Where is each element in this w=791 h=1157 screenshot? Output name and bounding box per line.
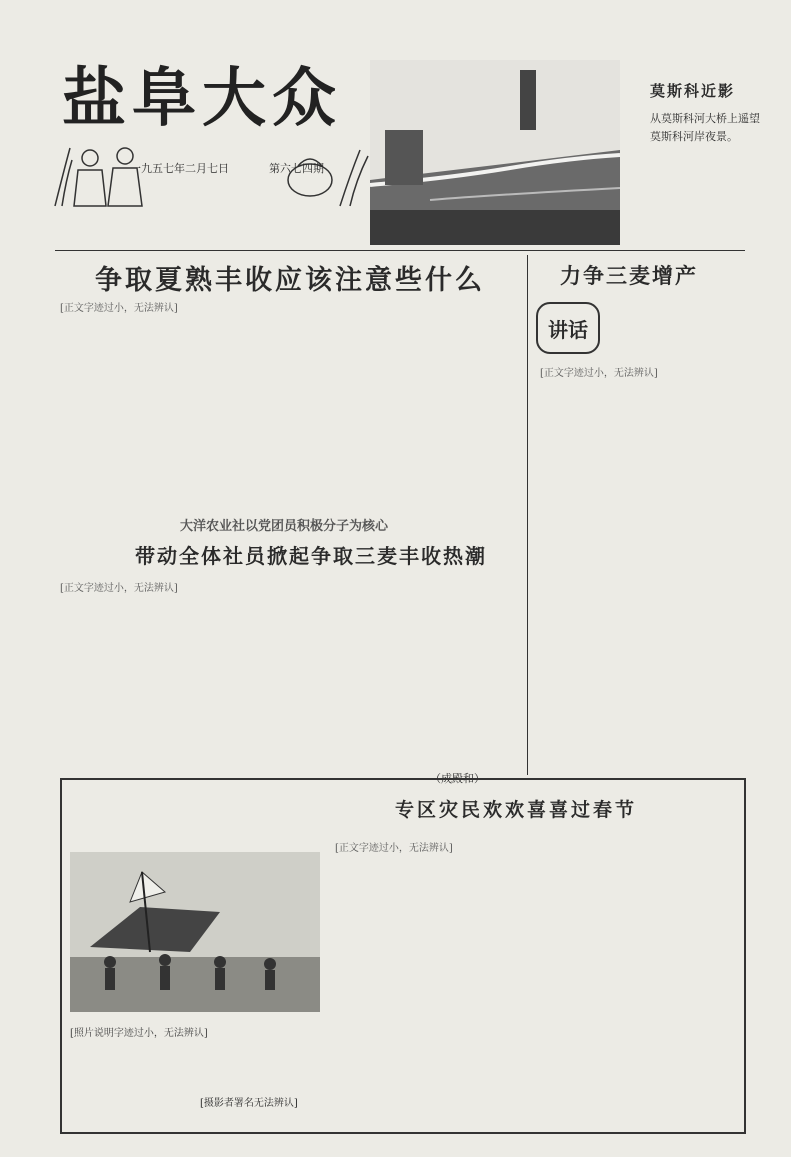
top-divider [55,250,745,251]
issue-date: 一九五七年二月七日 [130,162,229,175]
boxed-article-column-1 [335,840,525,1120]
photo-title: 莫斯科近影 [650,82,736,100]
main-article-text: [正文字迹过小，无法辨认] [60,303,178,314]
photo-credit: [摄影者署名无法辨认] [200,1098,298,1109]
second-article-author: （成殿和） [430,772,485,785]
side-article-column [540,365,745,770]
main-article-column-2 [298,300,520,510]
second-article-column-2 [298,580,520,765]
main-headline: 争取夏熟丰收应该注意些什么 [95,265,485,296]
issue-number: 第六七四期 [269,162,324,175]
boxed-article-headline: 专区灾民欢欢喜喜过春节 [395,799,638,821]
second-article-subheadline: 大洋农业社以党团员积极分子为核心 [180,519,389,534]
column-divider [527,255,528,775]
photo-caption: 从莫斯科河大桥上遥望莫斯科河岸夜景。 [650,112,760,143]
second-article-text: [正文字迹过小，无法辨认] [60,583,178,594]
spring-festival-photo-caption: [照片说明字迹过小，无法辨认] [70,1028,208,1039]
second-article-headline: 带动全体社员掀起争取三麦丰收热潮 [135,544,487,568]
masthead-title: 盐阜大众 [62,61,342,136]
spring-festival-photo [70,852,320,1012]
boxed-article-column-2 [540,840,735,1120]
second-article-column-1 [60,580,285,765]
moscow-river-photo [370,60,620,245]
dateline [130,160,380,176]
side-article-text: [正文字迹过小，无法辨认] [540,368,658,379]
side-article-column-top [605,300,745,360]
masthead [62,58,352,140]
talk-badge: 讲话 [536,302,600,354]
boxed-article-text: [正文字迹过小，无法辨认] [335,843,453,854]
side-headline: 力争三麦增产 [560,263,698,288]
main-article-column-1 [60,300,285,510]
